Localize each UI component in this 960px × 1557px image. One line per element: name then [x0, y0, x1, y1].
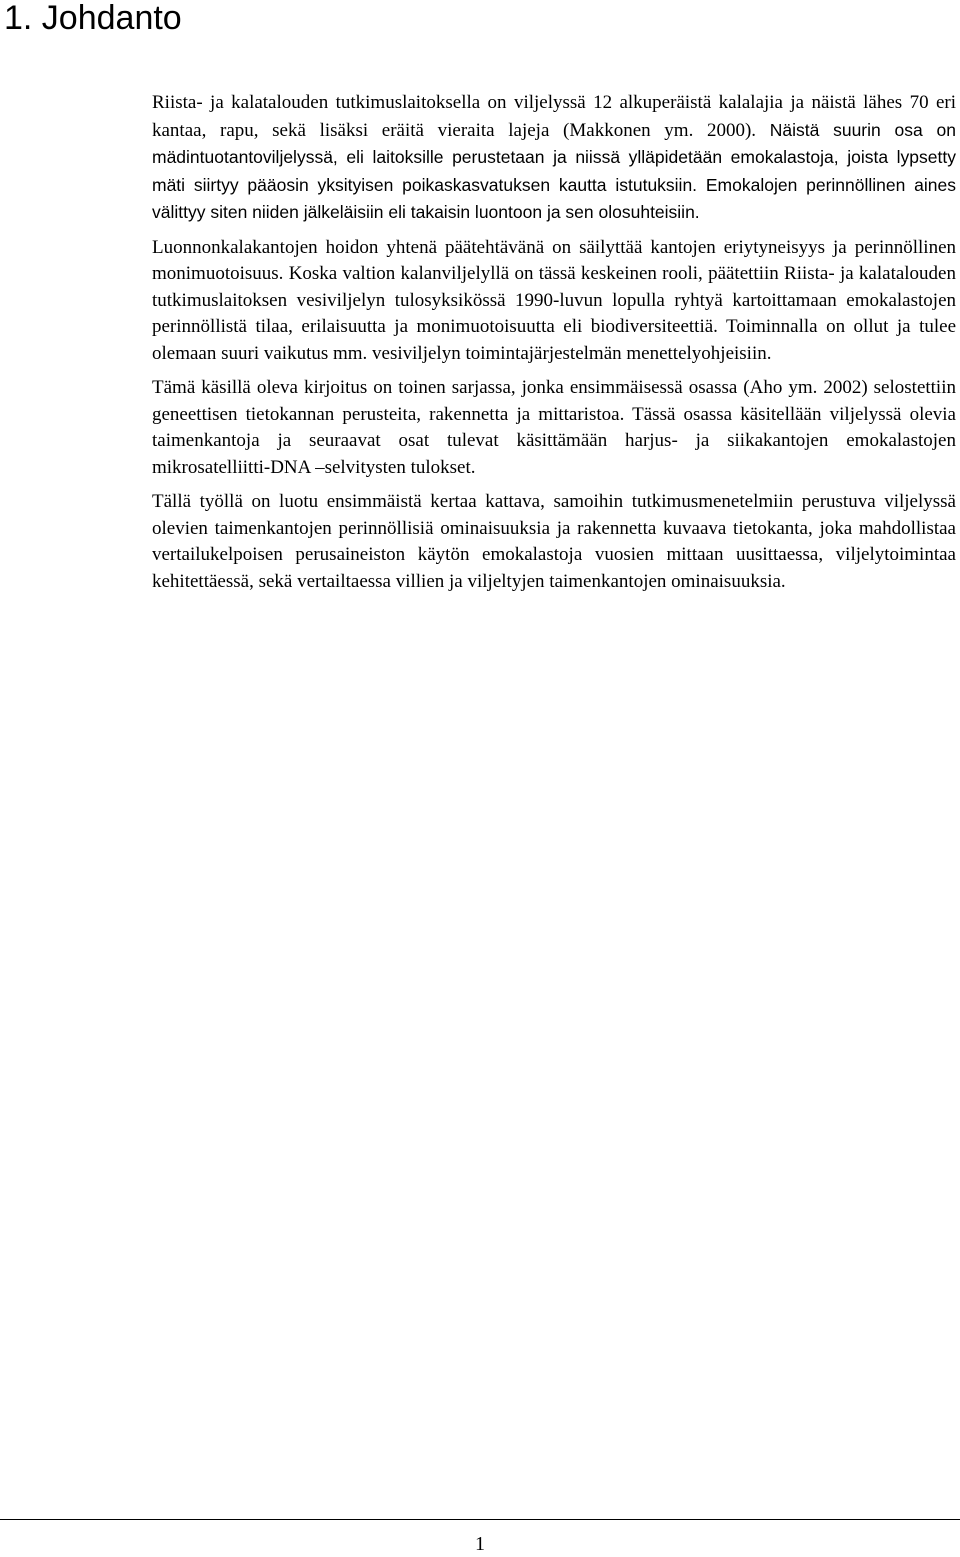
section-heading: 1. Johdanto	[4, 0, 182, 37]
paragraph-4: Tällä työllä on luotu ensimmäistä kertaa kattava, samoihin tutkimusmenetelmiin perustuva viljelyssä olevien taimenkantojen perinnöllisiä ominaisuuksia ja rakennetta kuvaava tietokanta, joka mahdollistaa vertailukelpoisen perusaineiston käytön emokalastoja vuosien mittaan uusittaessa, viljelytoimintaa kehitettäessä, sekä vertailtaessa villien ja viljeltyjen taimenkantojen ominaisuuksia.	[152, 491, 956, 592]
paragraph-3: Tämä käsillä oleva kirjoitus on toinen sarjassa, jonka ensimmäisessä osassa (Aho ym. 2002) selostettiin geneettisen tietokannan perusteita, rakennetta ja mittaristoa. Tässä osassa käsitellään viljelyssä olevia taimenkantoja ja seuraavat osat tulevat käsittämään harjus- ja siikakantojen emokalastojen mikrosatelliitti-DNA –selvitysten tulokset.	[152, 377, 956, 478]
paragraph-2: Luonnonkalakantojen hoidon yhtenä päätehtävänä on säilyttää kantojen eriytyneisyys ja perinnöllinen monimuotoisuus. Koska valtion kalanviljelyllä on tässä keskeinen rooli, päätettiin Riista- ja kalatalouden tutkimuslaitoksen vesiviljelyn tulosyksikössä 1990-luvun lopulla ryhtyä kartoittamaan emokalastojen perinnöllistä tilaa, erilaisuutta ja monimuotoisuutta eli biodiversiteettiä. Toiminnalla on ollut ja tulee olemaan suuri vaikutus mm. vesiviljelyn toimintajärjestelmän menettelyohjeisiin.	[152, 236, 956, 364]
footer-divider	[0, 1519, 960, 1520]
body-text	[152, 90, 956, 603]
page-number: 1	[475, 1533, 485, 1555]
paragraph-1-serif-run: Riista- ja kalatalouden tutkimuslaitoksella on viljelyssä 12 alkuperäistä kalalajia ja näistä lähes 70 eri kantaa, rapu, sekä lisäksi eräitä vieraita lajeja (Makkonen ym. 2000).	[152, 92, 956, 141]
paragraph-1-sans-run: Näistä suurin osa on mädintuotantoviljelyssä, eli laitoksille perustetaan ja niissä ylläpidetään emokalastoja, joista lypsetty mäti siirtyy pääosin yksityisen poikaskasvatuksen kautta istutuksiin. Emokalojen perinnöllinen aines välittyy siten niiden jälkeläisiin eli takaisin luontoon ja sen olosuhteisiin.	[152, 119, 956, 222]
paragraph-1	[152, 90, 956, 227]
